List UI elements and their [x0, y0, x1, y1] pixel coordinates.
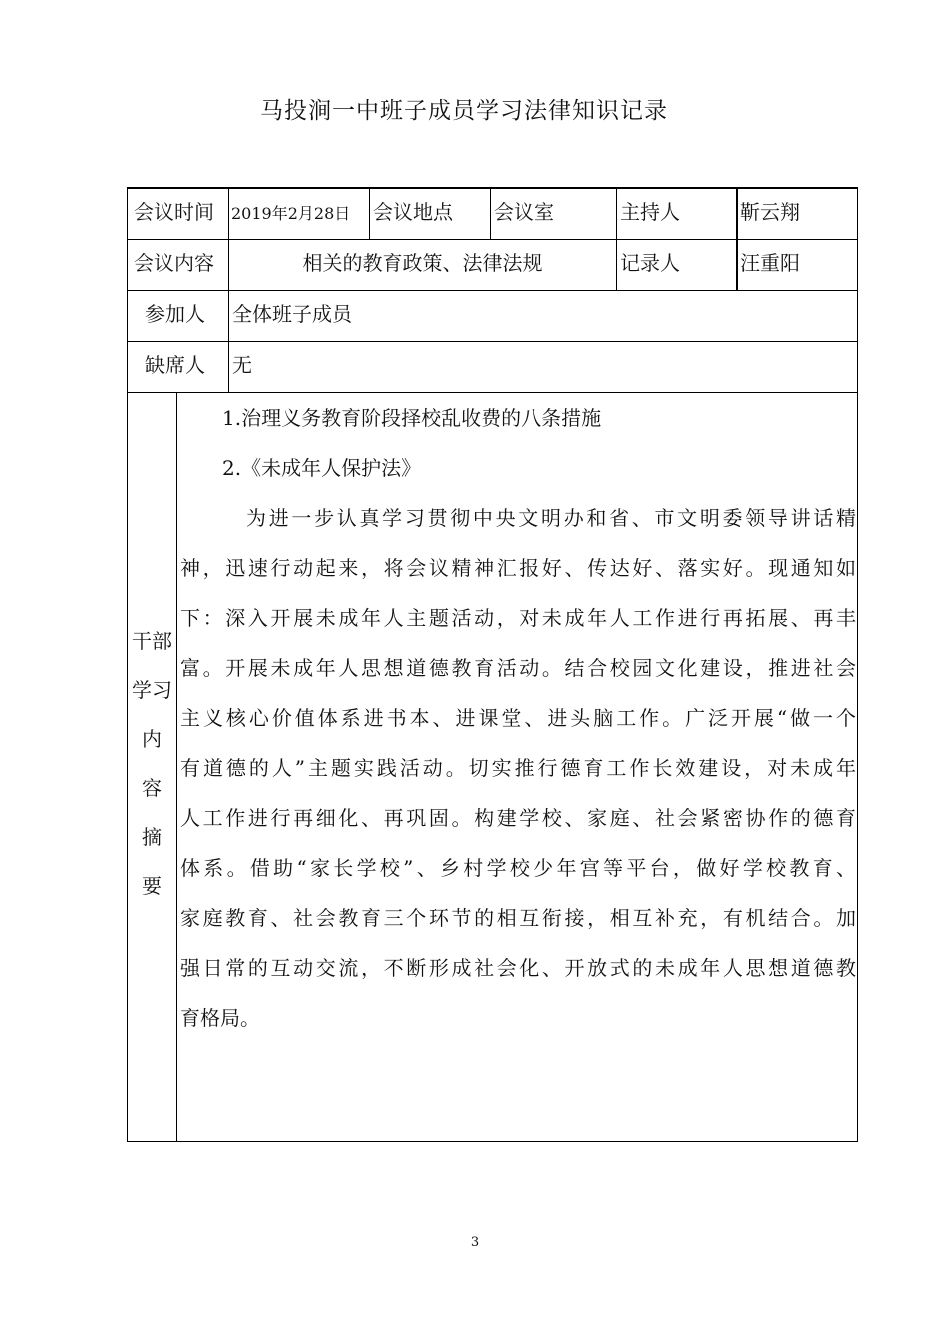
summary-label-line: 摘 — [142, 825, 162, 849]
recorder-value: 汪重阳 — [740, 251, 800, 275]
summary-paragraph-line: 家庭教育、社会教育三个环节的相互衔接，相互补充，有机结合。加 — [180, 906, 856, 930]
summary-label-line: 容 — [142, 776, 162, 800]
summary-paragraph-line: 有道德的人”主题实践活动。切实推行德育工作长效建设，对未成年 — [180, 756, 856, 780]
document-title: 马投涧一中班子成员学习法律知识记录 — [260, 98, 668, 124]
page-number: 3 — [470, 1235, 480, 1250]
summary-content — [180, 393, 856, 1043]
meeting-place-value: 会议室 — [494, 200, 554, 224]
meeting-content-label: 会议内容 — [134, 251, 214, 275]
host-value: 靳云翔 — [740, 200, 800, 224]
summary-paragraph-line: 下：深入开展未成年人主题活动，对未成年人工作进行再拓展、再丰 — [180, 606, 856, 630]
meeting-time-value: 2019年2月28日 — [231, 204, 351, 223]
summary-paragraph-line: 主义核心价值体系进书本、进课堂、进头脑工作。广泛开展“做一个 — [180, 706, 856, 730]
summary-paragraph-line: 为进一步认真学习贯彻中央文明办和省、市文明委领导讲话精 — [246, 506, 856, 530]
summary-paragraph-line: 育格局。 — [180, 1006, 260, 1030]
absent-value: 无 — [232, 353, 252, 377]
summary-item: 1.治理义务教育阶段择校乱收费的八条措施 — [222, 406, 602, 430]
summary-paragraph-line: 富。开展未成年人思想道德教育活动。结合校园文化建设，推进社会 — [180, 656, 856, 680]
attendees-value: 全体班子成员 — [232, 302, 352, 326]
summary-label-line: 学习 — [132, 678, 172, 702]
summary-paragraph-line: 神，迅速行动起来，将会议精神汇报好、传达好、落实好。现通知如 — [180, 556, 856, 580]
host-label: 主持人 — [620, 200, 680, 224]
absent-label: 缺席人 — [145, 353, 205, 377]
summary-item: 2.《未成年人保护法》 — [222, 456, 422, 480]
recorder-label: 记录人 — [620, 251, 680, 275]
summary-label — [128, 617, 176, 911]
summary-label-line: 干部 — [132, 629, 172, 653]
meeting-place-label: 会议地点 — [373, 200, 453, 224]
summary-paragraph-line: 强日常的互动交流，不断形成社会化、开放式的未成年人思想道德教 — [180, 956, 856, 980]
summary-label-line: 要 — [142, 874, 162, 898]
meeting-content-value: 相关的教育政策、法律法规 — [302, 251, 543, 275]
summary-paragraph-line: 人工作进行再细化、再巩固。构建学校、家庭、社会紧密协作的德育 — [180, 806, 856, 830]
summary-label-line: 内 — [142, 727, 162, 751]
meeting-time-label: 会议时间 — [134, 200, 214, 224]
attendees-label: 参加人 — [145, 302, 205, 326]
summary-paragraph-line: 体系。借助“家长学校”、乡村学校少年宫等平台，做好学校教育、 — [180, 856, 856, 880]
